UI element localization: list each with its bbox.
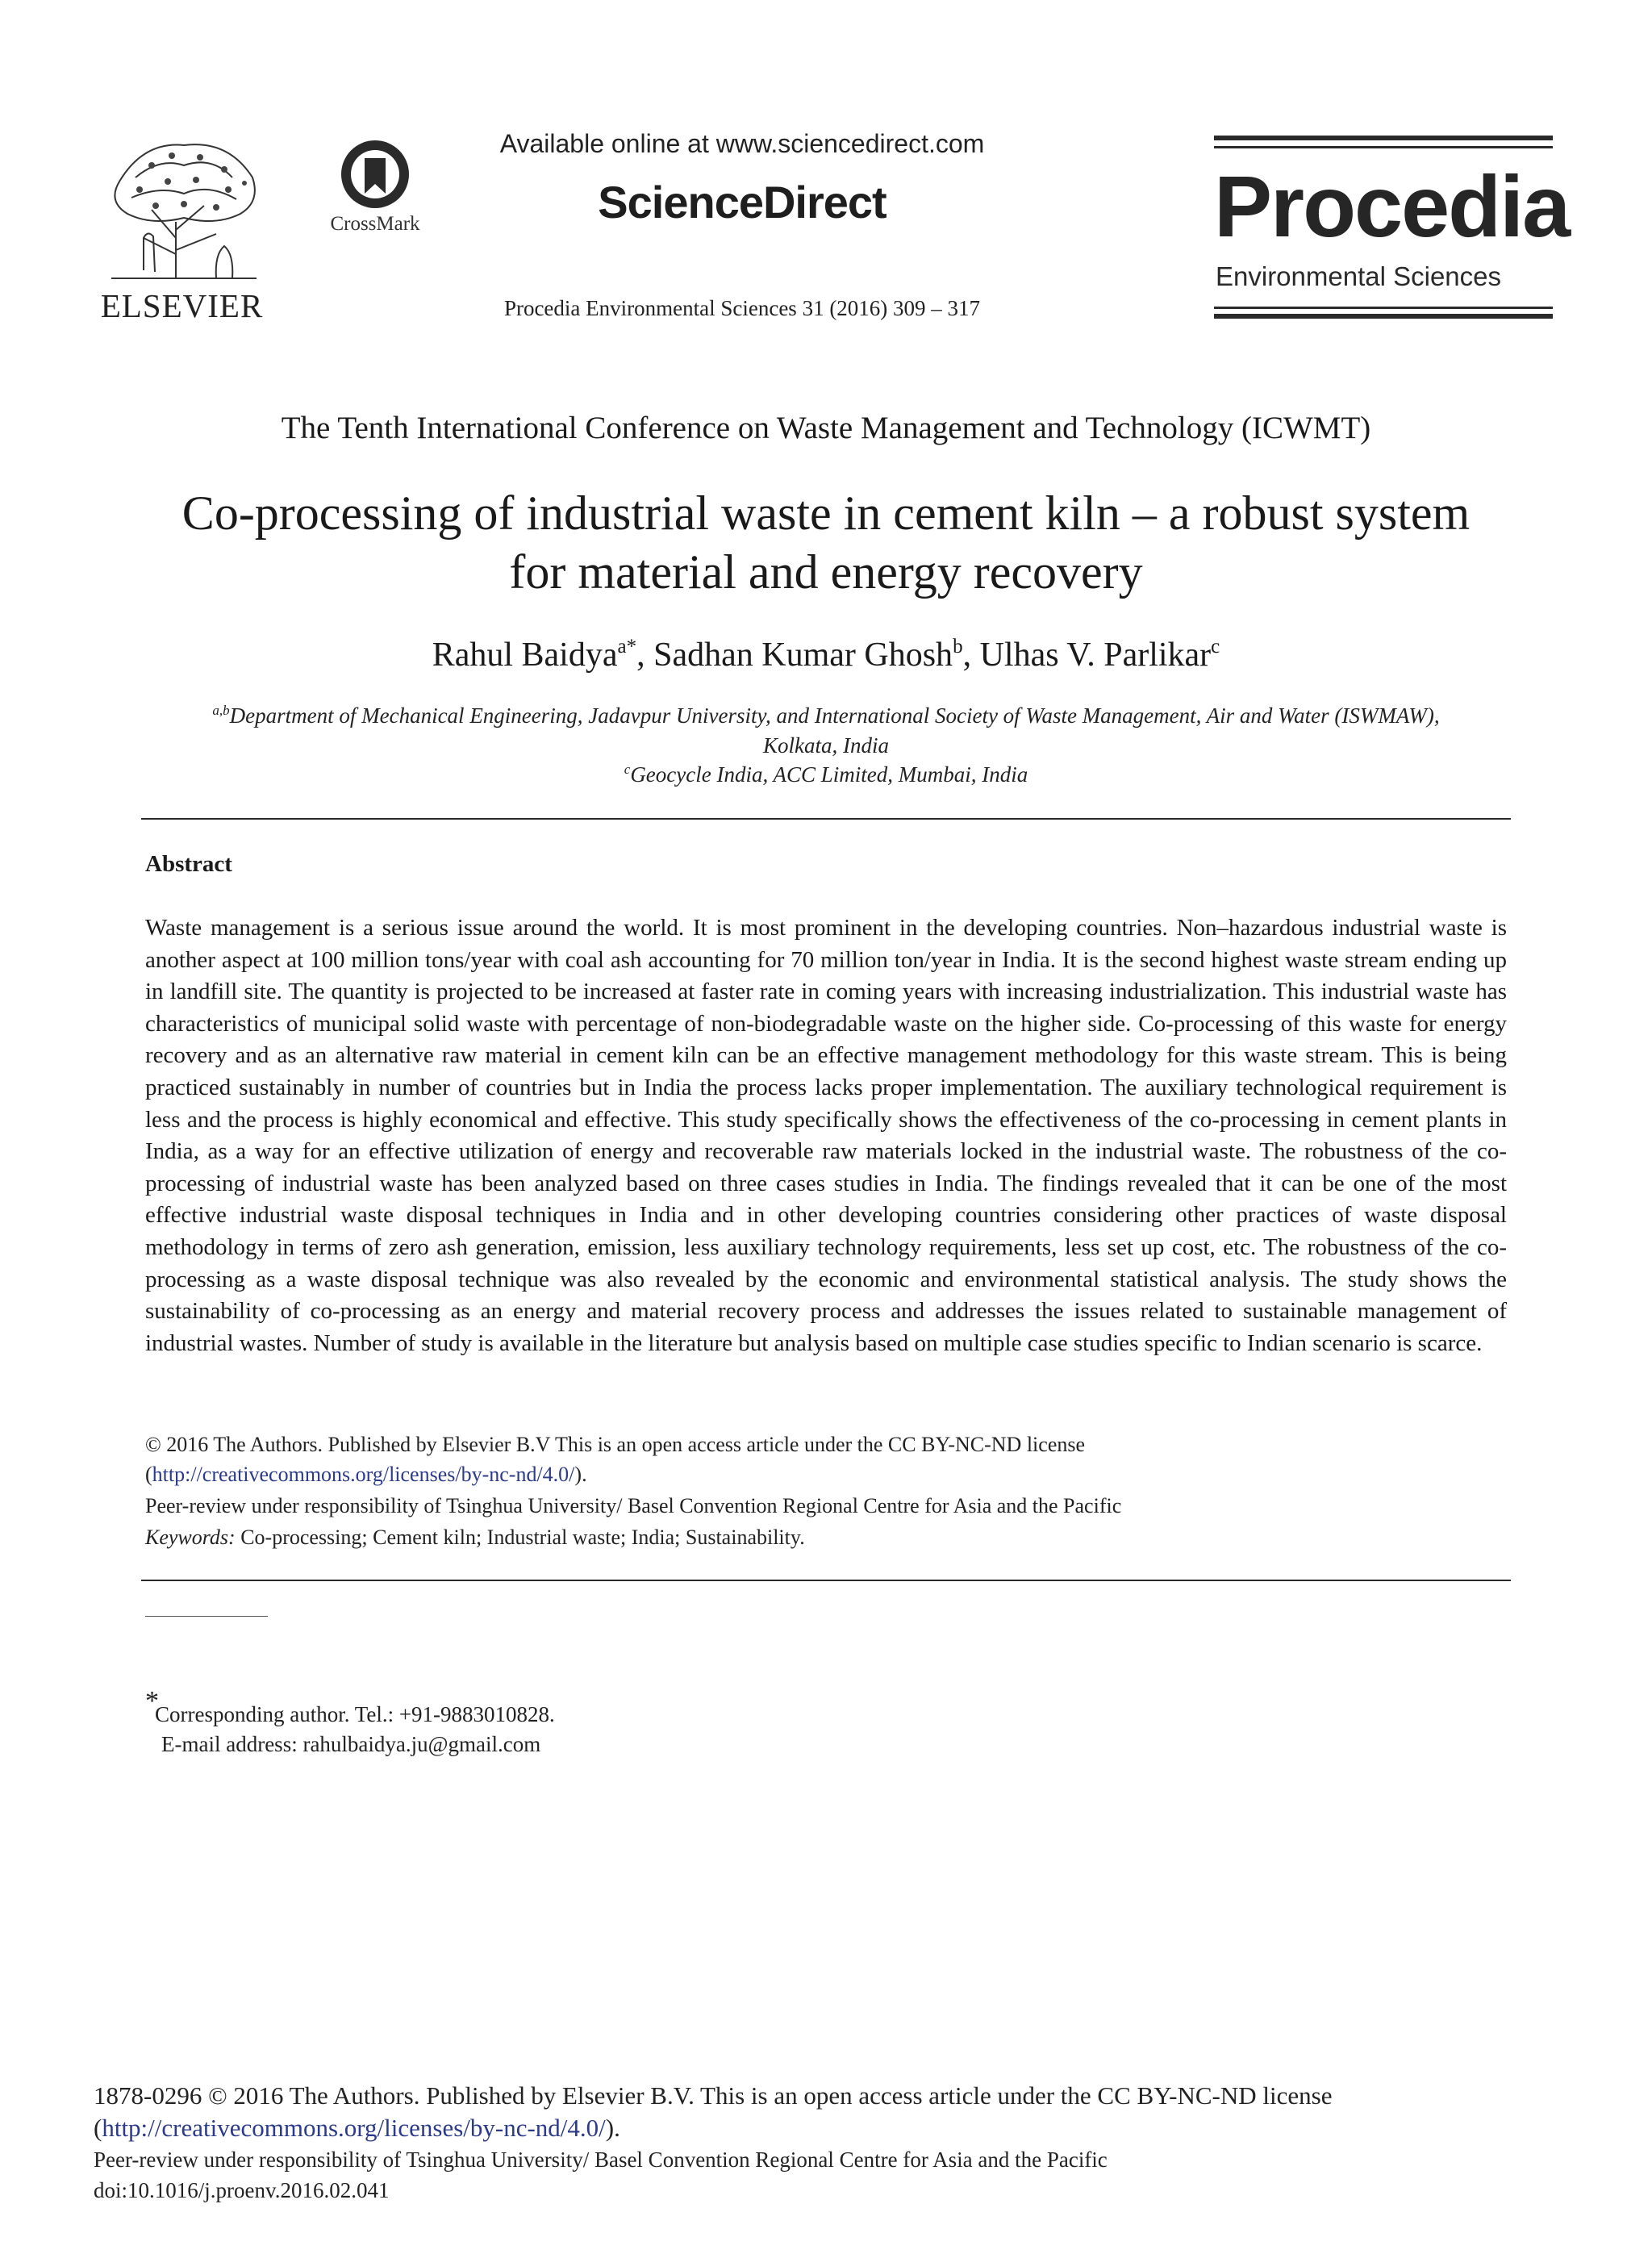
affiliation-1: [81, 703, 1571, 728]
keywords-list: Co-processing; Cement kiln; Industrial waste; India; Sustainability.: [240, 1526, 805, 1549]
section-divider-top: [141, 818, 1511, 820]
author-separator: ,: [962, 637, 980, 674]
corresponding-author-tel: Corresponding author. Tel.: +91-9883010828.: [155, 1702, 555, 1726]
copyright-line: © 2016 The Authors. Published by Elsevier B.V This is an open access article under the CC BY-NC-ND license: [145, 1433, 1086, 1456]
affiliation-1-location: Kolkata, India: [763, 733, 889, 758]
footer-license-line: (http://creativecommons.org/licenses/by-nc-nd/4.0/).: [94, 2114, 620, 2142]
license-link[interactable]: http://creativecommons.org/licenses/by-nc-nd/4.0/: [152, 1463, 575, 1486]
peer-review-line: Peer-review under responsibility of Tsinghua University/ Basel Convention Regional Centre for Asia and the Pacific: [145, 1494, 1122, 1517]
crossmark-label: CrossMark: [330, 213, 420, 235]
affiliation-2: [81, 762, 1571, 787]
footnote-star: *: [145, 1686, 159, 1716]
author-mark: b: [953, 636, 963, 657]
sciencedirect-logo[interactable]: ScienceDirect: [598, 177, 886, 227]
journal-subtitle: Environmental Sciences: [1216, 261, 1502, 291]
footnote-rule: [145, 1616, 268, 1617]
procedia-logo: [1214, 136, 1570, 321]
affiliation-mark: a,b: [212, 703, 230, 718]
footer-issn-line: 1878-0296 © 2016 The Authors. Published by Elsevier B.V. This is an open access article under the CC BY-NC-ND license: [94, 2081, 1333, 2110]
author-separator: ,: [636, 637, 654, 674]
journal-brand: Procedia: [1214, 157, 1570, 255]
paper-title-line-2: for material and energy recovery: [509, 545, 1143, 599]
license-link-line: (http://creativecommons.org/licenses/by-nc-nd/4.0/).: [145, 1463, 587, 1486]
paper-title: [81, 484, 1571, 602]
publisher-name: ELSEVIER: [100, 287, 264, 324]
author-name: Sadhan Kumar Ghosh: [653, 637, 953, 674]
journal-citation: Procedia Environmental Sciences 31 (2016) 309 – 317: [503, 296, 981, 320]
conference-name: The Tenth International Conference on Waste Management and Technology (ICWMT): [281, 411, 1371, 445]
affiliation-mark: c: [624, 762, 631, 777]
author-list: [81, 636, 1571, 674]
author-name: Ulhas V. Parlikar: [979, 637, 1212, 674]
author-name: Rahul Baidya: [432, 637, 618, 674]
procedia-bottom-rule: [1214, 314, 1553, 319]
keywords-line: [145, 1526, 1507, 1550]
corresponding-author-email: E-mail address: rahulbaidya.ju@gmail.com: [161, 1732, 541, 1756]
procedia-top-rule: [1214, 136, 1553, 140]
procedia-top-rule-thin: [1214, 146, 1553, 148]
footer-peer-review: Peer-review under responsibility of Tsinghua University/ Basel Convention Regional Centre for Asia and the Pacific: [94, 2148, 1108, 2172]
elsevier-logo: [95, 133, 269, 327]
elsevier-tree-icon: [95, 133, 269, 282]
abstract-heading: Abstract: [145, 851, 232, 877]
section-divider-bottom: [141, 1580, 1511, 1581]
footer-doi[interactable]: doi:10.1016/j.proenv.2016.02.041: [94, 2178, 390, 2202]
abstract-text: Waste management is a serious issue around the world. It is most prominent in the developing countries. Non–hazardous industrial waste is another aspect at 100 million tons/year with coal ash accounting for 70 million ton/year in India. It is the second highest waste stream ending up in landfill site. The quantity is projected to be increased at faster rate in coming years with increasing industrialization. This industrial waste has characteristics of municipal solid waste with percentage of non-biodegradable waste on the higher side. Co-processing of this waste for energy recovery and as an alternative raw material in cement kiln can be an effective management methodology for this waste stream. This is being practiced sustainably in number of countries but in India the process lacks proper implementation. The auxiliary technological requirement is less and the process is highly economical and effective. This study specifically shows the effectiveness of the co-processing in cement plants in India, as a way for an effective utilization of energy and recoverable raw materials locked in the industrial waste. The robustness of the co-processing of industrial waste has been analyzed based on three cases studies in India. The findings revealed that it can be one of the most effective industrial waste disposal techniques in India and in other developing countries considering other practices of waste disposal methodology in terms of zero ash generation, emission, less auxiliary technology requirements, less set up cost, etc. The robustness of the co-processing as a waste disposal technique was also revealed by the economic and environmental statistical analysis. The study shows the sustainability of co-processing as an energy and material recovery process and addresses the issues related to sustainable management of industrial wastes. Number of study is available in the literature but analysis based on multiple case studies specific to Indian scenario is scarce.: [145, 915, 1507, 1356]
footer-license-link[interactable]: http://creativecommons.org/licenses/by-nc-nd/4.0/: [102, 2114, 606, 2142]
keywords-label: Keywords:: [145, 1526, 236, 1549]
author-mark: a*: [617, 636, 637, 657]
procedia-bottom-rule-thin: [1214, 307, 1553, 309]
affiliation-text: Department of Mechanical Engineering, Jadavpur University, and International Society of Waste Management, Air and Water (ISWMAW),: [229, 703, 1440, 728]
author-mark: c: [1211, 636, 1220, 657]
available-online-text: Available online at www.sciencedirect.com: [499, 129, 985, 158]
affiliation-text: Geocycle India, ACC Limited, Mumbai, India: [630, 762, 1028, 787]
paper-title-line-1: Co-processing of industrial waste in cement kiln – a robust system: [181, 486, 1471, 540]
